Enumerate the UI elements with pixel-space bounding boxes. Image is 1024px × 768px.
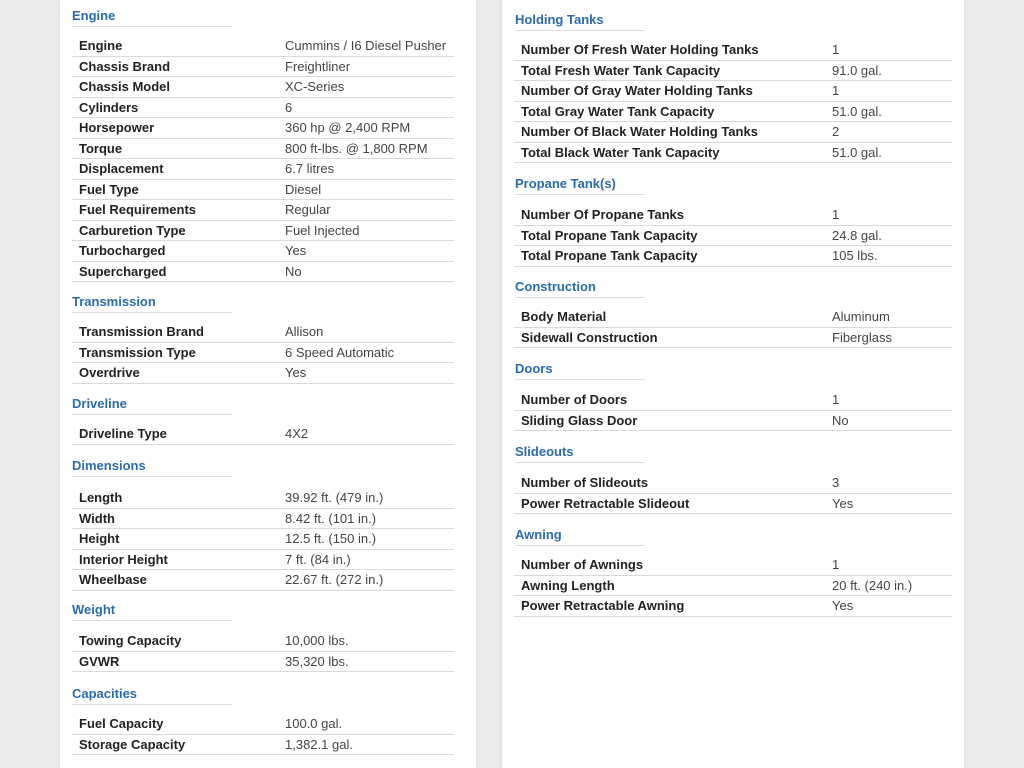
spec-value: 1 — [825, 390, 952, 410]
spec-row — [72, 77, 454, 98]
spec-row — [514, 122, 952, 143]
section-title-text: Propane Tank(s) — [515, 176, 616, 191]
spec-value: 1 — [825, 205, 952, 225]
spec-row — [72, 220, 454, 241]
spec-row — [514, 246, 952, 267]
spec-label: Power Retractable Slideout — [514, 493, 825, 514]
spec-row — [514, 205, 952, 225]
spec-label: Number of Slideouts — [514, 473, 825, 493]
spec-value: 1 — [825, 81, 952, 102]
spec-value: 91.0 gal. — [825, 60, 952, 81]
spec-row — [514, 40, 952, 60]
spec-label: Engine — [72, 36, 278, 56]
spec-value: Fiberglass — [825, 327, 952, 348]
spec-value: 20 ft. (240 in.) — [825, 575, 952, 596]
spec-row — [72, 714, 454, 734]
section-title-text: Doors — [515, 361, 553, 376]
spec-row — [514, 555, 952, 575]
spec-row — [72, 631, 454, 651]
spec-row — [514, 473, 952, 493]
spec-value: 4X2 — [278, 424, 454, 444]
section-title-underline — [72, 704, 232, 705]
spec-table-weight — [72, 631, 454, 672]
section-title-text: Capacities — [72, 686, 138, 701]
spec-row — [72, 570, 454, 591]
spec-row — [514, 142, 952, 163]
spec-label: Interior Height — [72, 549, 278, 570]
spec-value: Cummins / I6 Diesel Pusher — [278, 36, 454, 56]
spec-row — [72, 36, 454, 56]
spec-value: 35,320 lbs. — [278, 651, 454, 672]
spec-label: Number Of Propane Tanks — [514, 205, 825, 225]
spec-label: GVWR — [72, 651, 278, 672]
spec-row — [72, 138, 454, 159]
spec-label: Number of Doors — [514, 390, 825, 410]
section-title-underline — [515, 379, 645, 380]
spec-label: Wheelbase — [72, 570, 278, 591]
spec-label: Chassis Brand — [72, 56, 278, 77]
spec-label: Chassis Model — [72, 77, 278, 98]
section-title-underline — [72, 26, 232, 27]
spec-label: Number Of Fresh Water Holding Tanks — [514, 40, 825, 60]
section-title-dimensions — [72, 456, 146, 476]
section-title-slideouts — [515, 442, 574, 462]
spec-value: 22.67 ft. (272 in.) — [278, 570, 454, 591]
spec-row — [514, 575, 952, 596]
spec-value: 6 — [278, 97, 454, 118]
spec-row — [72, 159, 454, 180]
spec-value: Aluminum — [825, 307, 952, 327]
spec-label: Towing Capacity — [72, 631, 278, 651]
spec-row — [72, 261, 454, 282]
spec-label: Carburetion Type — [72, 220, 278, 241]
spec-table-doors — [514, 390, 952, 431]
section-title-underline — [72, 312, 232, 313]
spec-label: Supercharged — [72, 261, 278, 282]
section-title-holding-tanks — [515, 10, 604, 30]
spec-value: No — [278, 261, 454, 282]
spec-value: XC-Series — [278, 77, 454, 98]
spec-row — [514, 225, 952, 246]
spec-row — [514, 390, 952, 410]
spec-value: 1,382.1 gal. — [278, 734, 454, 755]
section-title-underline — [72, 476, 232, 477]
spec-row — [72, 56, 454, 77]
spec-label: Number Of Black Water Holding Tanks — [514, 122, 825, 143]
spec-row — [72, 322, 454, 342]
spec-table-awning — [514, 555, 952, 617]
spec-value: Yes — [278, 241, 454, 262]
spec-row — [72, 508, 454, 529]
spec-table-dimensions — [72, 488, 454, 591]
spec-value: 2 — [825, 122, 952, 143]
spec-label: Total Black Water Tank Capacity — [514, 142, 825, 163]
spec-value: 12.5 ft. (150 in.) — [278, 529, 454, 550]
spec-label: Sliding Glass Door — [514, 410, 825, 431]
spec-label: Number Of Gray Water Holding Tanks — [514, 81, 825, 102]
spec-row — [72, 734, 454, 755]
spec-row — [72, 241, 454, 262]
section-title-text: Driveline — [72, 396, 127, 411]
left-spec-panel — [60, 0, 476, 768]
section-title-transmission — [72, 292, 156, 312]
section-title-engine — [72, 6, 115, 26]
section-title-underline — [72, 414, 232, 415]
spec-value: Fuel Injected — [278, 220, 454, 241]
spec-label: Overdrive — [72, 363, 278, 384]
spec-row — [514, 101, 952, 122]
spec-label: Fuel Requirements — [72, 200, 278, 221]
spec-label: Displacement — [72, 159, 278, 180]
section-title-underline — [515, 194, 645, 195]
spec-value: Allison — [278, 322, 454, 342]
spec-row — [514, 307, 952, 327]
spec-row — [72, 424, 454, 444]
spec-table-construction — [514, 307, 952, 348]
spec-value: Freightliner — [278, 56, 454, 77]
spec-row — [514, 596, 952, 617]
spec-table-transmission — [72, 322, 454, 384]
spec-label: Number of Awnings — [514, 555, 825, 575]
spec-value: 6 Speed Automatic — [278, 342, 454, 363]
spec-value: Yes — [278, 363, 454, 384]
spec-value: 100.0 gal. — [278, 714, 454, 734]
spec-table-driveline — [72, 424, 454, 445]
spec-row — [72, 97, 454, 118]
section-title-underline — [515, 30, 645, 31]
section-title-text: Construction — [515, 279, 596, 294]
spec-value: 360 hp @ 2,400 RPM — [278, 118, 454, 139]
spec-row — [72, 549, 454, 570]
spec-label: Transmission Brand — [72, 322, 278, 342]
spec-row — [514, 81, 952, 102]
section-title-awning — [515, 525, 562, 545]
section-title-capacities — [72, 684, 137, 704]
spec-value: Diesel — [278, 179, 454, 200]
spec-row — [514, 60, 952, 81]
section-title-text: Dimensions — [72, 458, 146, 473]
spec-value: Yes — [825, 493, 952, 514]
section-title-text: Awning — [515, 527, 562, 542]
spec-row — [72, 651, 454, 672]
spec-table-slideouts — [514, 473, 952, 514]
spec-label: Length — [72, 488, 278, 508]
spec-value: 105 lbs. — [825, 246, 952, 267]
spec-label: Fuel Type — [72, 179, 278, 200]
spec-row — [72, 179, 454, 200]
spec-table-engine — [72, 36, 454, 282]
section-title-driveline — [72, 394, 127, 414]
spec-label: Power Retractable Awning — [514, 596, 825, 617]
spec-value: 51.0 gal. — [825, 142, 952, 163]
spec-row — [514, 493, 952, 514]
spec-label: Turbocharged — [72, 241, 278, 262]
spec-table-propane-tank-s — [514, 205, 952, 267]
spec-label: Torque — [72, 138, 278, 159]
spec-table-capacities — [72, 714, 454, 755]
spec-value: 800 ft-lbs. @ 1,800 RPM — [278, 138, 454, 159]
spec-row — [514, 327, 952, 348]
spec-label: Transmission Type — [72, 342, 278, 363]
section-title-underline — [72, 620, 232, 621]
spec-value: 7 ft. (84 in.) — [278, 549, 454, 570]
spec-value: 39.92 ft. (479 in.) — [278, 488, 454, 508]
spec-label: Total Fresh Water Tank Capacity — [514, 60, 825, 81]
spec-table-holding-tanks — [514, 40, 952, 163]
spec-label: Width — [72, 508, 278, 529]
spec-label: Body Material — [514, 307, 825, 327]
spec-value: 1 — [825, 555, 952, 575]
spec-label: Horsepower — [72, 118, 278, 139]
section-title-underline — [515, 545, 645, 546]
section-title-text: Transmission — [72, 294, 156, 309]
spec-label: Cylinders — [72, 97, 278, 118]
spec-row — [72, 342, 454, 363]
spec-value: 24.8 gal. — [825, 225, 952, 246]
section-title-text: Holding Tanks — [515, 12, 604, 27]
spec-value: No — [825, 410, 952, 431]
spec-row — [72, 200, 454, 221]
section-title-text: Engine — [72, 8, 116, 23]
spec-label: Driveline Type — [72, 424, 278, 444]
spec-value: 51.0 gal. — [825, 101, 952, 122]
spec-row — [72, 363, 454, 384]
spec-value: Regular — [278, 200, 454, 221]
section-title-propane-tank-s — [515, 174, 616, 194]
spec-label: Total Gray Water Tank Capacity — [514, 101, 825, 122]
spec-row — [514, 410, 952, 431]
spec-label: Sidewall Construction — [514, 327, 825, 348]
spec-value: 8.42 ft. (101 in.) — [278, 508, 454, 529]
spec-row — [72, 488, 454, 508]
section-title-weight — [72, 600, 115, 620]
spec-value: 1 — [825, 40, 952, 60]
spec-label: Fuel Capacity — [72, 714, 278, 734]
spec-row — [72, 118, 454, 139]
section-title-text: Weight — [72, 602, 116, 617]
section-title-construction — [515, 277, 596, 297]
spec-value: Yes — [825, 596, 952, 617]
spec-value: 10,000 lbs. — [278, 631, 454, 651]
section-title-text: Slideouts — [515, 444, 574, 459]
spec-label: Height — [72, 529, 278, 550]
spec-label: Total Propane Tank Capacity — [514, 225, 825, 246]
spec-row — [72, 529, 454, 550]
spec-label: Storage Capacity — [72, 734, 278, 755]
right-spec-panel — [502, 0, 964, 768]
spec-label: Awning Length — [514, 575, 825, 596]
section-title-underline — [515, 297, 645, 298]
spec-label: Total Propane Tank Capacity — [514, 246, 825, 267]
spec-value: 3 — [825, 473, 952, 493]
section-title-doors — [515, 359, 553, 379]
spec-value: 6.7 litres — [278, 159, 454, 180]
section-title-underline — [515, 462, 645, 463]
